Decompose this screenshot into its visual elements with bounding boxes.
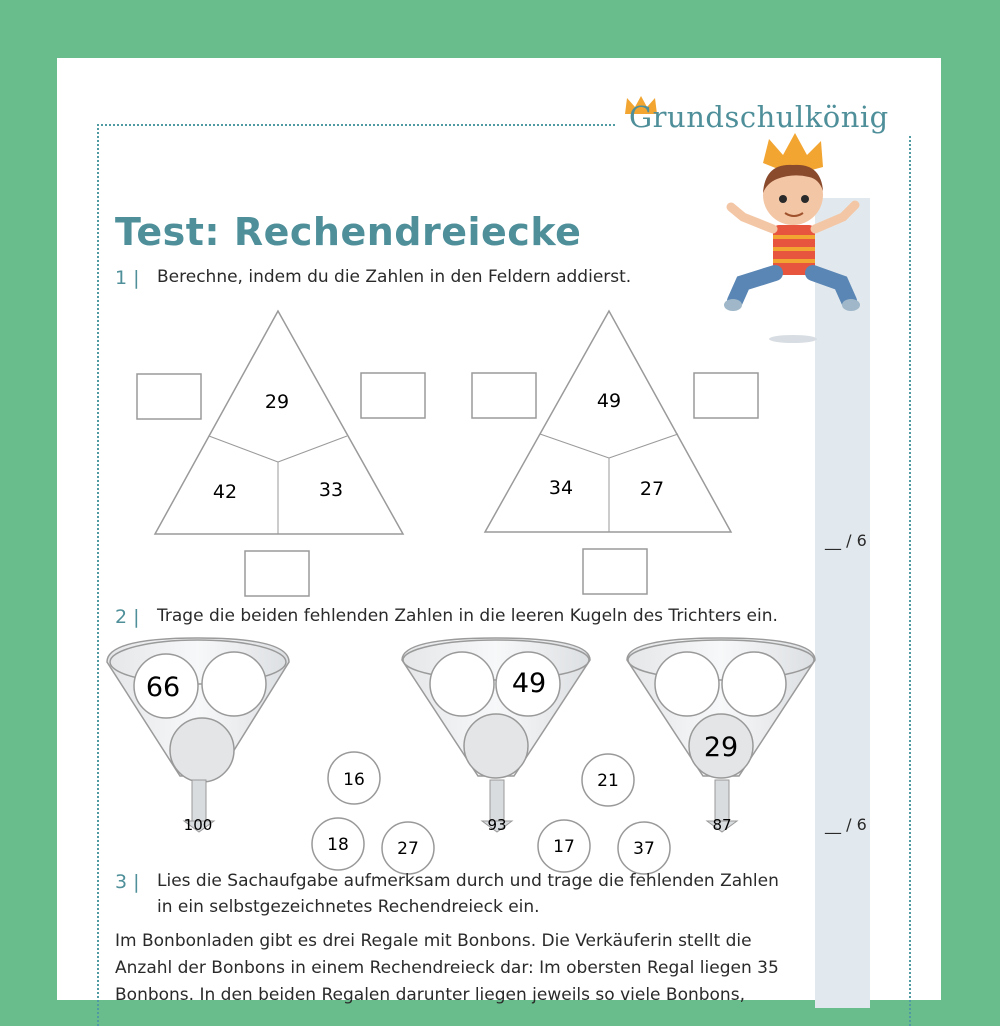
task2-instruction: Trage die beiden fehlenden Zahlen in die leeren Kugeln des Trichters ein.: [157, 606, 778, 626]
triangle2-left-value: 34: [548, 477, 574, 499]
funnel-2: [402, 638, 590, 834]
funnel2-filled-value: 49: [511, 668, 547, 699]
empty-ball[interactable]: [170, 718, 234, 782]
svg-text:37: 37: [633, 839, 655, 859]
triangle-1: [137, 311, 425, 596]
task2-funnels: [102, 636, 822, 859]
empty-ball[interactable]: [430, 652, 494, 716]
task2-score: __ / 6: [825, 815, 867, 834]
funnel-1: [107, 638, 289, 834]
funnel1-total: 100: [183, 816, 213, 834]
svg-text:27: 27: [397, 839, 419, 859]
task1-number: 1 |: [115, 267, 140, 289]
task3-instruction-line1: Lies die Sachaufgabe aufmerksam durch und trage die fehlenden Zahlen: [157, 871, 779, 891]
answer-box-bottom[interactable]: [245, 551, 309, 596]
funnel3-filled-value: 29: [703, 732, 739, 763]
answer-box-left[interactable]: [472, 373, 536, 418]
funnel2-total: 93: [487, 816, 507, 834]
task2-number: 2 |: [115, 606, 140, 628]
triangle1-top-value: 29: [264, 391, 290, 413]
task3-instruction-line2: in ein selbstgezeichnetes Rechendreieck ein.: [157, 897, 540, 917]
task1-triangles: [127, 306, 767, 596]
empty-ball[interactable]: [722, 652, 786, 716]
funnel1-filled-value: 66: [145, 672, 181, 703]
triangle1-right-value: 33: [318, 479, 344, 501]
answer-box-right[interactable]: [694, 373, 758, 418]
task1-score: __ / 6: [825, 531, 867, 550]
triangle-2: [472, 311, 758, 594]
funnel3-total: 87: [712, 816, 732, 834]
task1-instruction: Berechne, indem du die Zahlen in den Feldern addierst.: [157, 267, 632, 287]
answer-box-right[interactable]: [361, 373, 425, 418]
empty-ball[interactable]: [464, 714, 528, 778]
funnel-3: [627, 638, 815, 834]
triangle2-top-value: 49: [596, 390, 622, 412]
worksheet: [57, 58, 941, 1005]
story-text: Im Bonbonladen gibt es drei Regale mit Bonbons. Die Verkäuferin stellt die Anzahl der Bonbons in einem Rechendreieck dar: Im obersten Regal liegen 35 Bonbons. In den beiden Regalen darunter liegen jeweils so viele Bonbons,: [115, 931, 779, 1005]
svg-text:18: 18: [327, 835, 349, 855]
page-title: Test: Rechendreiecke: [115, 210, 582, 254]
answer-box-bottom[interactable]: [583, 549, 647, 594]
triangle2-right-value: 27: [639, 478, 665, 500]
svg-text:17: 17: [553, 837, 575, 857]
empty-ball[interactable]: [202, 652, 266, 716]
answer-box-left[interactable]: [137, 374, 201, 419]
svg-text:16: 16: [343, 770, 365, 790]
triangle1-left-value: 42: [212, 481, 238, 503]
svg-text:21: 21: [597, 771, 619, 791]
brand-logo: Grundschulkönig: [629, 100, 889, 134]
empty-ball[interactable]: [655, 652, 719, 716]
task3-number: 3 |: [115, 871, 140, 893]
